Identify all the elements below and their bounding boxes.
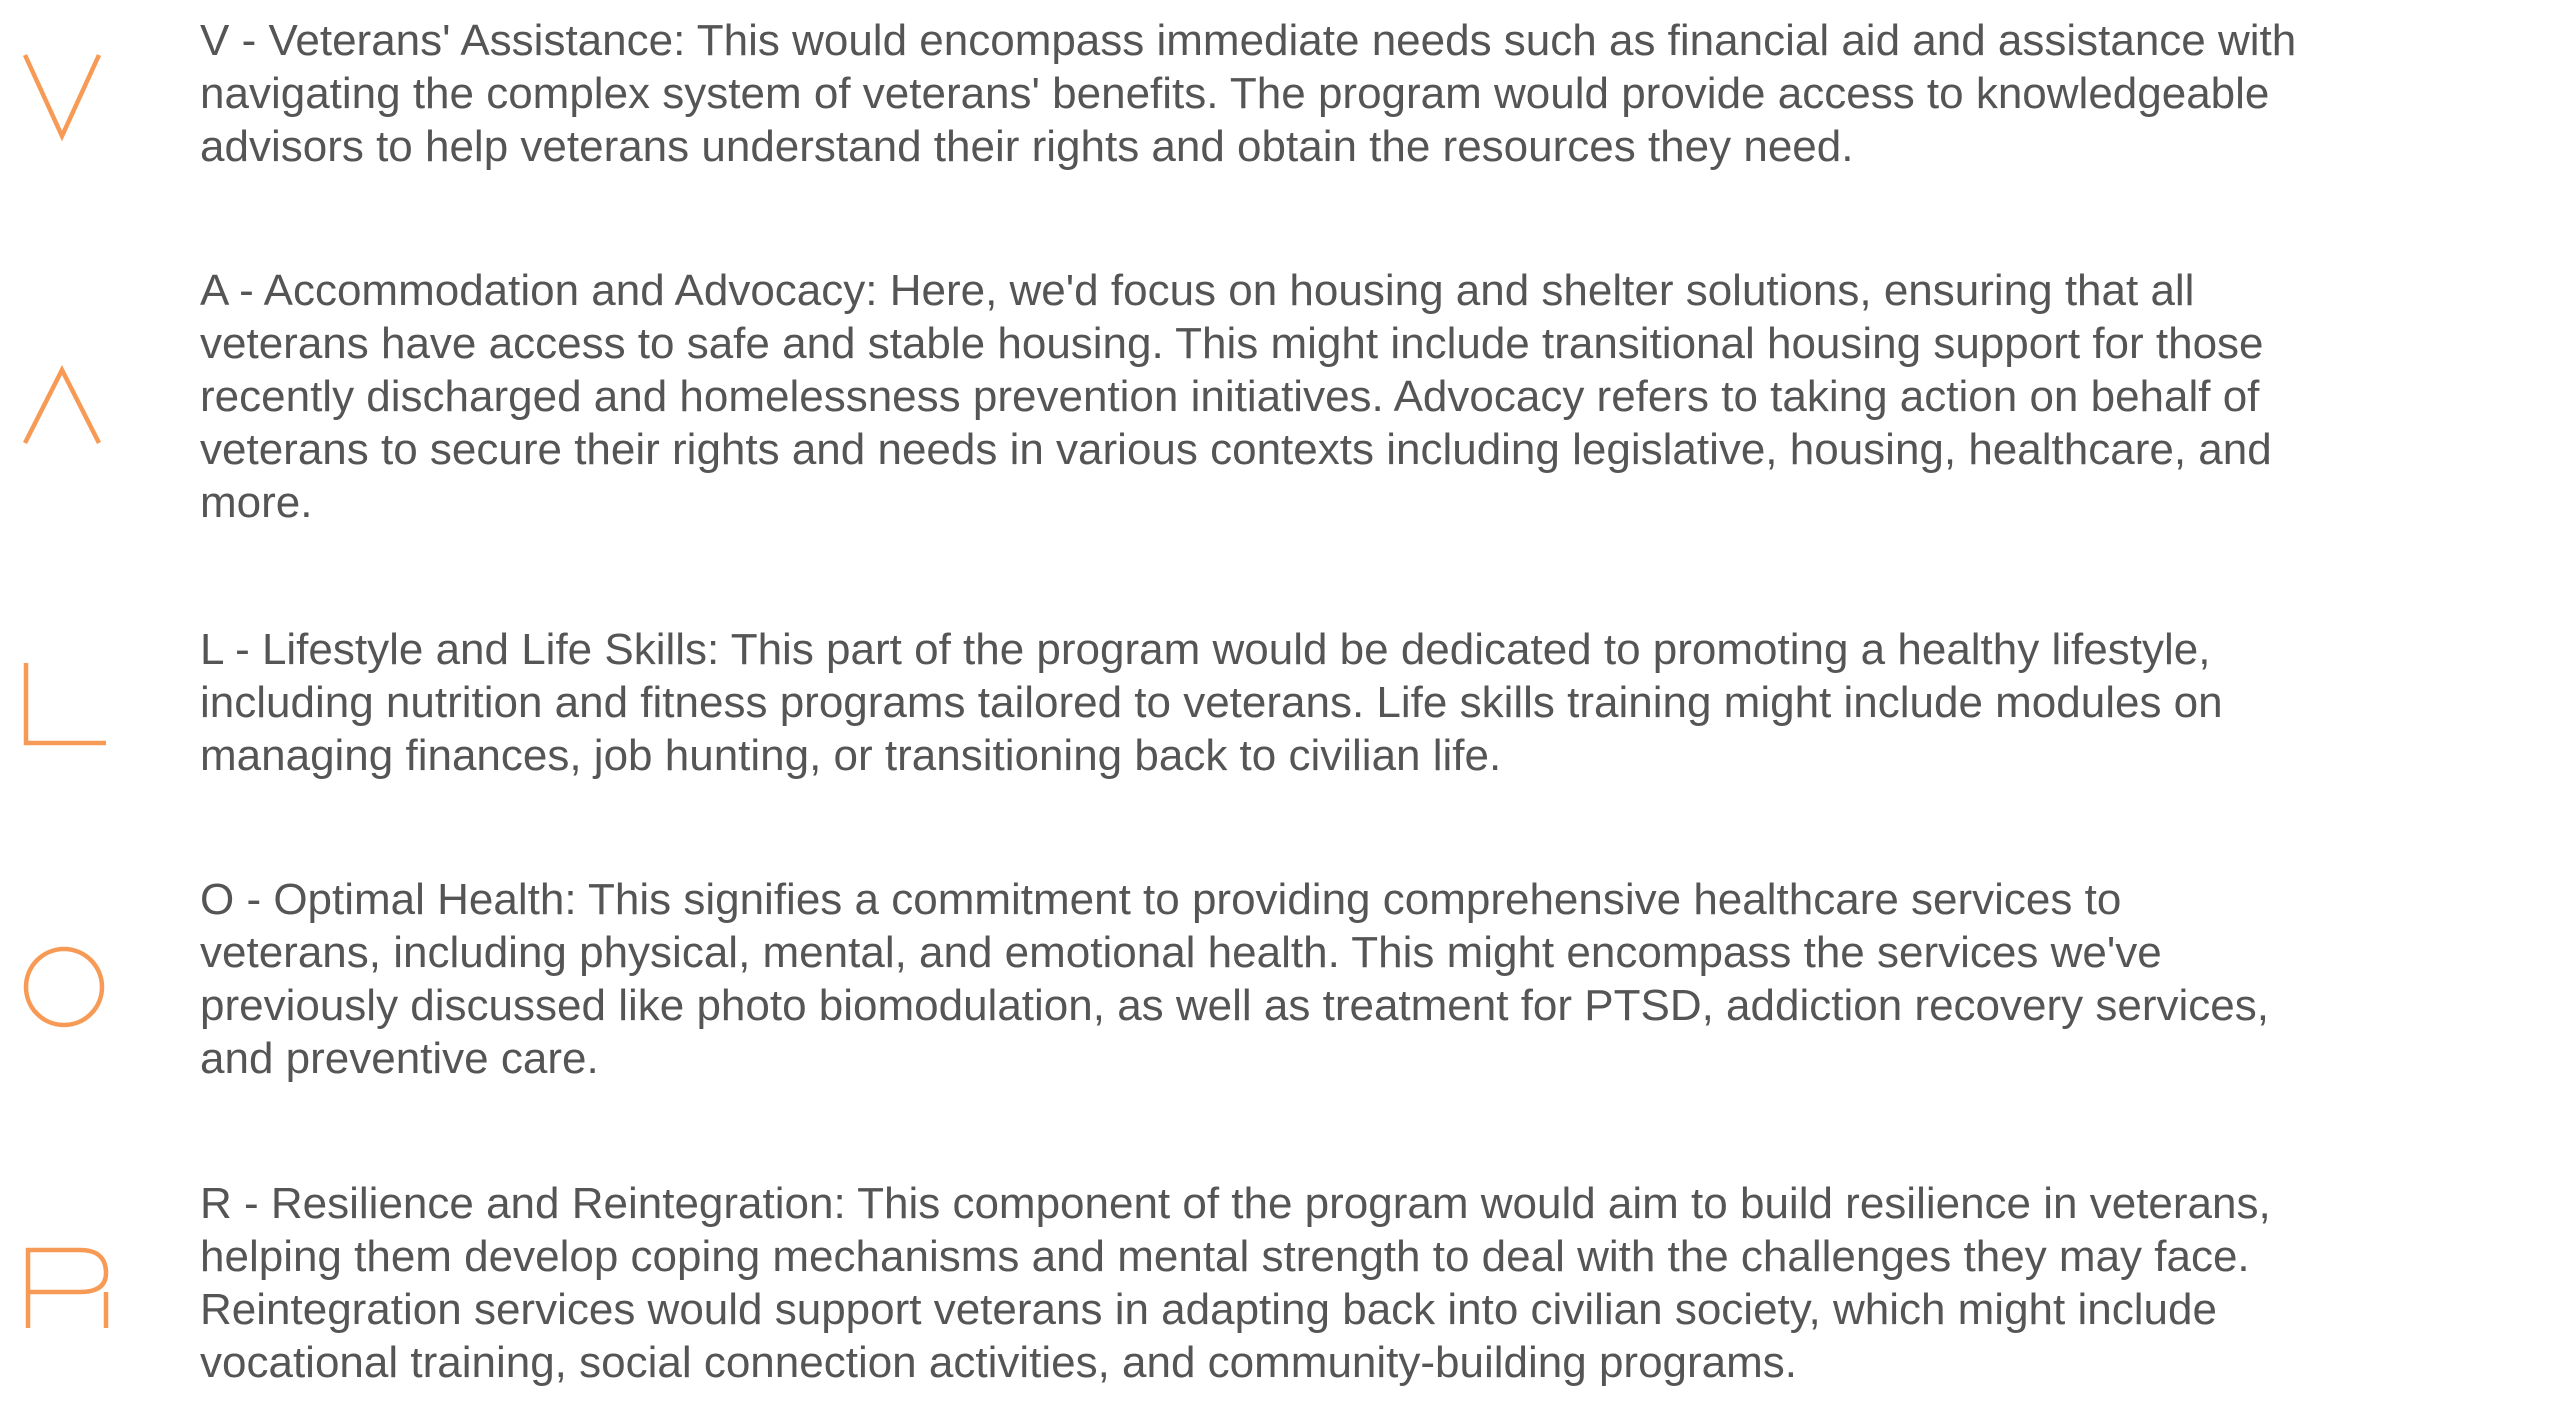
text-line: vocational training, social connection activities, and community-building programs. [200,1338,1798,1387]
letter-a-icon [10,355,115,460]
valor-item-a [200,264,2558,529]
text-line: and preventive care. [200,1034,599,1083]
valor-item-r [200,1177,2558,1389]
letter-r-icon [10,1240,115,1345]
text-line: previously discussed like photo biomodulation, as well as treatment for PTSD, addiction recovery services, [200,981,2269,1030]
text-line: navigating the complex system of veterans' benefits. The program would provide access to knowledgeable [200,69,2270,118]
text-line: A - Accommodation and Advocacy: Here, we'd focus on housing and shelter solutions, ensuring that all [200,266,2195,315]
text-line: veterans to secure their rights and needs in various contexts including legislative, housing, healthcare, and [200,425,2272,474]
text-line: managing finances, job hunting, or transitioning back to civilian life. [200,731,1502,780]
letter-a-stroke [25,370,99,443]
valor-item-o [200,873,2558,1085]
text-line: V - Veterans' Assistance: This would encompass immediate needs such as financial aid and assistance with [200,16,2297,65]
text-line: O - Optimal Health: This signifies a commitment to providing comprehensive healthcare services to [200,875,2122,924]
letter-l-icon [10,655,115,760]
valor-item-l [200,623,2558,782]
text-line: recently discharged and homelessness prevention initiatives. Advocacy refers to taking action on behalf of [200,372,2260,421]
text-line: more. [200,478,313,527]
text-line: R - Resilience and Reintegration: This component of the program would aim to build resilience in veterans, [200,1179,2271,1228]
letter-l-stroke [26,663,106,743]
text-line: advisors to help veterans understand their rights and obtain the resources they need. [200,122,1854,171]
text-line: veterans, including physical, mental, and emotional health. This might encompass the services we've [200,928,2162,977]
valor-item-v [200,14,2558,173]
letter-r-stroke [28,1250,106,1328]
letter-o-icon [10,937,115,1042]
letter-v-icon [10,40,115,145]
text-line: veterans have access to safe and stable housing. This might include transitional housing support for those [200,319,2264,368]
text-line: including nutrition and fitness programs tailored to veterans. Life skills training might include modules on [200,678,2223,727]
text-line: helping them develop coping mechanisms and mental strength to deal with the challenges they may face. [200,1232,2250,1281]
letter-o-stroke [26,949,102,1025]
text-line: L - Lifestyle and Life Skills: This part of the program would be dedicated to promoting a healthy lifestyle, [200,625,2211,674]
letter-v-stroke [25,55,99,136]
text-line: Reintegration services would support veterans in adapting back into civilian society, which might include [200,1285,2217,1334]
